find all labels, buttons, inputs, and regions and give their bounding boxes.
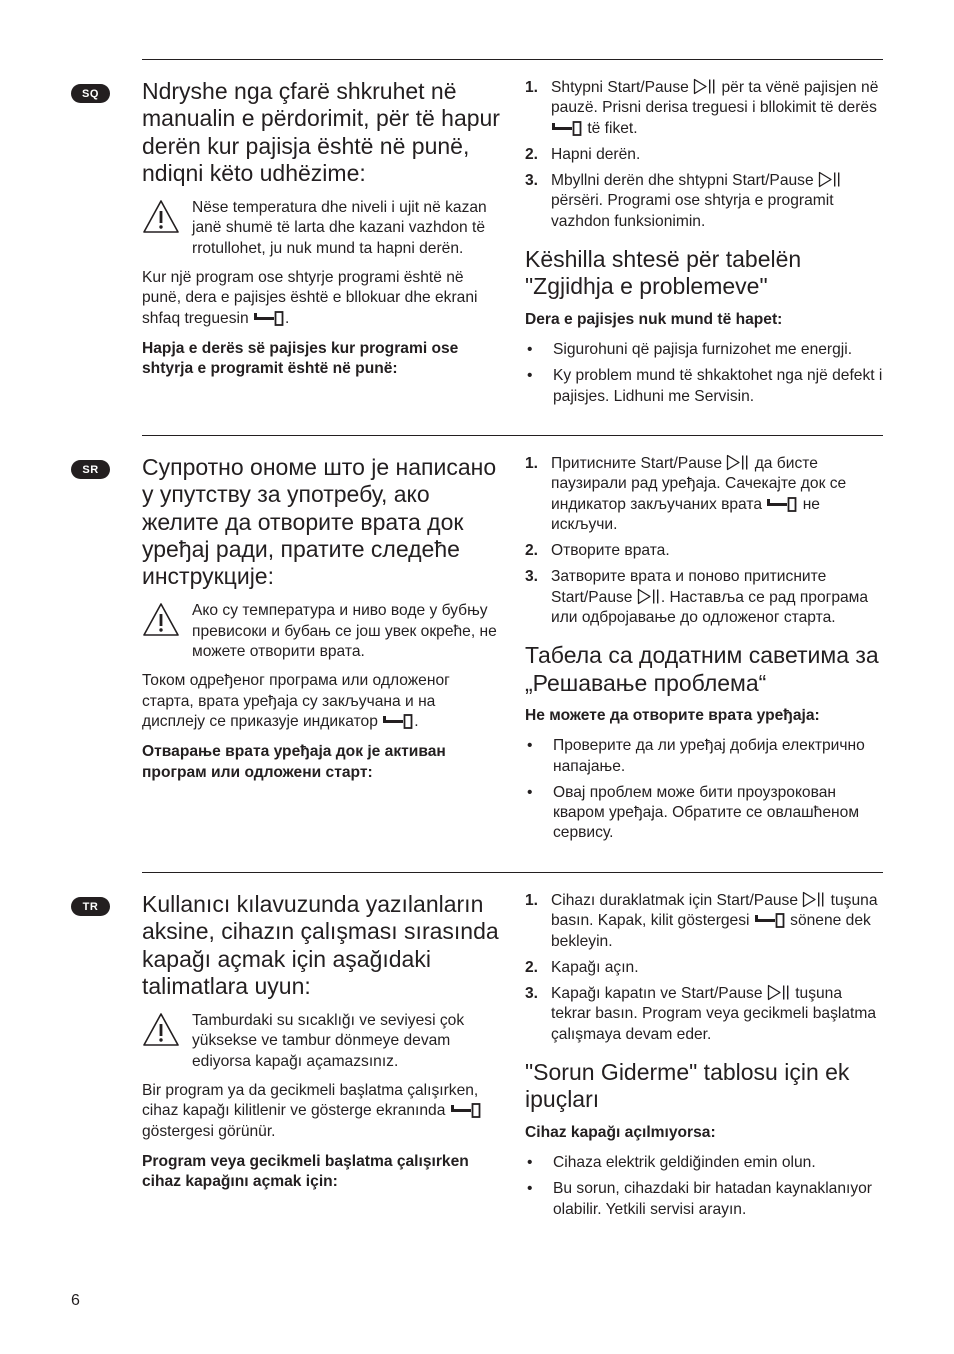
divider-top xyxy=(142,59,883,60)
step-text: Затворите врата и поново притисните Start/Pause xyxy=(551,568,827,606)
bullet: • xyxy=(527,367,533,385)
play-pause-icon xyxy=(693,78,717,95)
warning-note xyxy=(142,601,502,662)
warning-note xyxy=(142,1011,502,1072)
play-pause-icon xyxy=(802,891,826,908)
door-lock-icon xyxy=(450,1103,482,1118)
door-lock-icon xyxy=(382,714,414,729)
door-lock-icon xyxy=(551,121,583,136)
procedure-title: Отварање врата уређаја док је активан програм или одложени старт: xyxy=(142,743,446,781)
tips-list xyxy=(525,1153,885,1220)
list-item xyxy=(525,783,885,844)
divider-2 xyxy=(142,872,883,873)
step-item xyxy=(525,891,885,952)
door-lock-icon xyxy=(766,497,798,512)
play-pause-icon xyxy=(818,171,842,188)
step-number: 2. xyxy=(525,145,539,163)
paragraph-text-end: göstergesi görünür. xyxy=(142,1122,276,1140)
paragraph-text: Током одређеног програма или одложеног старта, врата уређаја су закључана и на дисплеју се приказује индикатор xyxy=(142,672,450,730)
list-item-text: Ky problem mund të shkaktohet nga një defekt i pajisjes. Lidhuni me Servisin. xyxy=(553,367,883,405)
procedure-title: Hapja e derës së pajisjes kur programi ose shtyrja e programit është në punë: xyxy=(142,339,459,378)
step-text: të fiket. xyxy=(583,119,638,137)
step-number: 1. xyxy=(525,892,539,909)
warning-text: Tamburdaki su sıcaklığı ve seviyesi çok yüksekse ve tambur dönmeye devam ediyorsa kapağı açamazsınız. xyxy=(192,1012,465,1070)
step-text: . Наставља се рад програма или одбројавање до одложеног старта. xyxy=(551,588,869,627)
left-column xyxy=(142,891,502,1193)
warning-triangle-icon xyxy=(142,1012,180,1048)
tips-list xyxy=(525,736,885,843)
step-item xyxy=(525,145,885,165)
warning-triangle-icon xyxy=(142,199,180,235)
paragraph-text-end: . xyxy=(414,712,419,730)
step-text: tuşuna basın. Kapak, kilit göstergesi xyxy=(551,892,878,930)
paragraph-text-end: . xyxy=(284,309,290,327)
list-item-text: Sigurohuni që pajisja furnizohet me energji. xyxy=(553,340,853,358)
lock-info-paragraph xyxy=(142,671,502,732)
steps-list xyxy=(525,78,885,232)
list-item xyxy=(525,1153,885,1173)
list-item-text: Овај проблем може бити проузрокован кваром уређаја. Обратите се овлашћеном сервису. xyxy=(553,783,860,842)
tips-list xyxy=(525,340,885,407)
bullet: • xyxy=(527,1153,533,1171)
step-item xyxy=(525,78,885,139)
section-heading: Супротно ономе што је написано у упутству за употребу, ако желите да отворите врата док уређај ради, пратите следеће инструкције: xyxy=(142,454,497,590)
step-item xyxy=(525,984,885,1045)
step-number: 3. xyxy=(525,985,539,1003)
left-column xyxy=(142,454,502,783)
list-item-text: Bu sorun, cihazdaki bir hatadan kaynaklanıyor olabilir. Yetkili servisi arayın. xyxy=(553,1180,872,1218)
step-text: Hapni derën. xyxy=(551,145,641,163)
warning-text: Nëse temperatura dhe niveli i ujit në kazan janë shumë të larta dhe kazani vazhdon të rrotullohet, ju nuk mund ta hapni derën. xyxy=(192,199,487,257)
list-item xyxy=(525,366,885,407)
warning-text: Ако су температура и ниво воде у бубњу превисоки и бубањ се још увек окреће, не можете отворити врата. xyxy=(192,602,497,661)
left-column xyxy=(142,78,502,380)
list-item-text: Cihaza elektrik geldiğinden emin olun. xyxy=(553,1153,816,1171)
problem-title: Dera e pajisjes nuk mund të hapet: xyxy=(525,310,783,328)
play-pause-icon xyxy=(726,454,750,471)
warning-triangle-icon xyxy=(142,602,180,638)
list-item xyxy=(525,736,885,777)
divider-1 xyxy=(142,435,883,436)
steps-list xyxy=(525,454,885,628)
steps-list xyxy=(525,891,885,1045)
step-text: не искључи. xyxy=(551,495,820,533)
tips-heading: "Sorun Giderme" tablosu için ek ipuçları xyxy=(525,1059,850,1113)
list-item-text: Проверите да ли уређај добија електрично напајање. xyxy=(553,737,865,775)
step-text: Shtypni Start/Pause xyxy=(551,79,694,96)
bullet: • xyxy=(527,1180,533,1198)
step-number: 3. xyxy=(525,172,539,190)
step-number: 1. xyxy=(525,79,539,96)
right-column xyxy=(525,78,885,413)
bullet: • xyxy=(527,737,533,755)
section-heading: Kullanıcı kılavuzunda yazılanların aksine, cihazın çalışması sırasında kapağı açmak için aşağıdaki talimatlara uyun: xyxy=(142,891,499,999)
step-number: 3. xyxy=(525,568,539,586)
step-text: tuşuna tekrar basın. Program veya gecikmeli başlatma çalışmaya devam eder. xyxy=(551,985,877,1043)
step-number: 2. xyxy=(525,958,539,976)
door-lock-icon xyxy=(754,913,786,928)
step-text: Mbyllni derën dhe shtypni Start/Pause xyxy=(551,172,818,190)
step-text: Притисните Start/Pause xyxy=(551,455,727,472)
problem-title: Cihaz kapağı açılmıyorsa: xyxy=(525,1123,716,1141)
section-heading: Ndryshe nga çfarë shkruhet në manualin e përdorimit, për të hapur derën kur pajisja është në punë, ndiqni këto udhëzime: xyxy=(142,78,500,186)
tips-heading: Табела са додатним саветима за „Решавање проблема“ xyxy=(525,642,879,696)
lock-info-paragraph xyxy=(142,1081,502,1142)
step-item xyxy=(525,958,885,978)
bullet: • xyxy=(527,783,533,801)
step-text: да бисте паузирали рад уређаја. Сачекајте док се индикатор закључаних врата xyxy=(551,455,847,513)
bullet: • xyxy=(527,340,533,358)
list-item xyxy=(525,1179,885,1220)
problem-title: Не можете да отворите врата уређаја: xyxy=(525,706,820,724)
paragraph-text: Bir program ya da gecikmeli başlatma çalışırken, cihaz kapağı kilitlenir ve gösterge ekranında xyxy=(142,1082,479,1120)
step-text: Cihazı duraklatmak için Start/Pause xyxy=(551,892,803,909)
step-text: sönene dek bekleyin. xyxy=(551,912,871,950)
step-number: 2. xyxy=(525,542,539,560)
step-text: për ta vënë pajisjen në pauzë. Prisni derisa treguesi i bllokimit të derës xyxy=(551,79,879,117)
step-text: Отворите врата. xyxy=(551,542,670,560)
door-lock-icon xyxy=(253,311,285,326)
step-item xyxy=(525,541,885,561)
list-item xyxy=(525,340,885,360)
lock-info-paragraph xyxy=(142,268,502,329)
step-text: përsëri. Programi ose shtyrja e programit vazhdon funksionimin. xyxy=(551,192,834,230)
language-badge: SQ xyxy=(71,84,110,103)
step-number: 1. xyxy=(525,455,539,472)
step-text: Kapağı açın. xyxy=(551,958,639,976)
language-badge: TR xyxy=(71,897,110,916)
play-pause-icon xyxy=(637,588,661,605)
step-item xyxy=(525,171,885,232)
paragraph-text: Kur një program ose shtyrje programi është në punë, dera e pajisjes është e bllokuar dhe ekrani shfaq treguesin xyxy=(142,269,478,327)
right-column xyxy=(525,891,885,1226)
language-badge: SR xyxy=(71,460,110,479)
page-number: 6 xyxy=(71,1292,80,1309)
step-item xyxy=(525,454,885,535)
warning-note xyxy=(142,198,502,259)
right-column xyxy=(525,454,885,850)
step-item xyxy=(525,567,885,628)
play-pause-icon xyxy=(767,984,791,1001)
step-text: Kapağı kapatın ve Start/Pause xyxy=(551,985,767,1003)
procedure-title: Program veya gecikmeli başlatma çalışırken cihaz kapağını açmak için: xyxy=(142,1152,469,1191)
tips-heading: Këshilla shtesë për tabelën "Zgjidhja e problemeve" xyxy=(525,246,802,300)
